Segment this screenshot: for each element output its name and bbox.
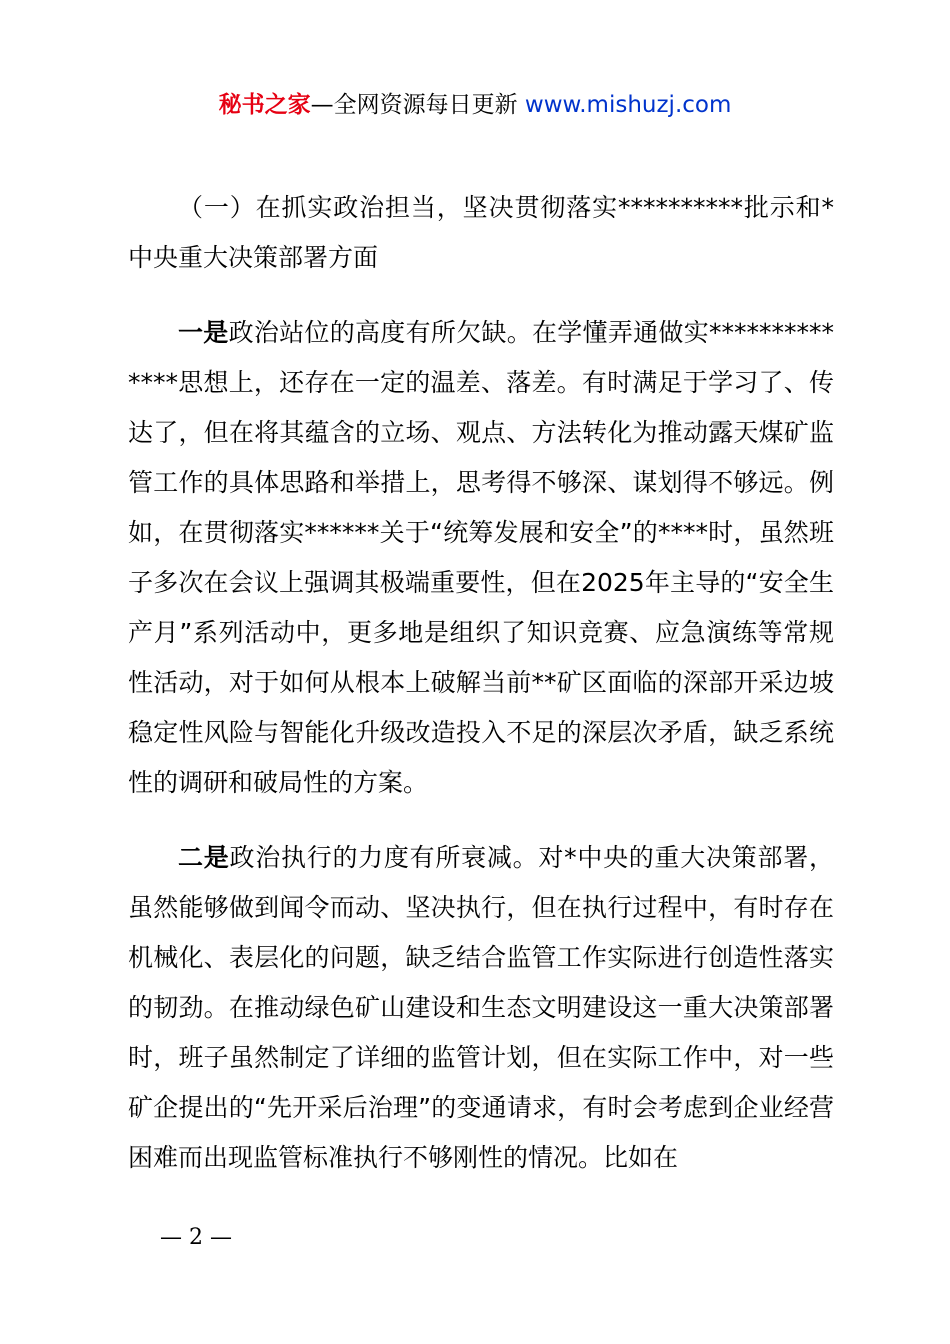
site-header xyxy=(0,88,950,122)
paragraph-1-text: 政治站位的高度有所欠缺。在学懂弄通做实**************思想上，还存在一定的温差、落差。有时满足于学习了、传达了，但在将其蕴含的立场、观点、方法转化为推动露天煤矿监管工作的具体思路和举措上，思考得不够深、谋划得不够远。例如，在贯彻落实******关于“统筹发展和安全”的****时，虽然班子多次在会议上强调其极端重要性，但在2025年主导的“安全生产月”系列活动中，更多地是组织了知识竞赛、应急演练等常规性活动，对于如何从根本上破解当前**矿区面临的深部开采边坡稳定性风险与智能化升级改造投入不足的深层次矛盾，缺乏系统性的调研和破局性的方案。 xyxy=(128,318,834,797)
site-url-link[interactable]: www.mishuzj.com xyxy=(524,92,732,118)
page-number: — 2 — xyxy=(160,1225,232,1250)
paragraph-1-lead: 一是 xyxy=(178,318,229,347)
paragraph-2 xyxy=(128,833,834,1183)
paragraph-1 xyxy=(128,308,834,808)
paragraph-2-text: 政治执行的力度有所衰减。对*中央的重大决策部署，虽然能够做到闻令而动、坚决执行，但在执行过程中，有时存在机械化、表层化的问题，缺乏结合监管工作实际进行创造性落实的韧劲。在推动绿色矿山建设和生态文明建设这一重大决策部署时，班子虽然制定了详细的监管计划，但在实际工作中，对一些矿企提出的“先开采后治理”的变通请求，有时会考虑到企业经营困难而出现监管标准执行不够刚性的情况。比如在 xyxy=(128,843,834,1172)
brand-name: 秘书之家 xyxy=(218,92,311,118)
document-body xyxy=(128,183,834,1208)
section-heading: （一）在抓实政治担当，坚决贯彻落实**********批示和*中央重大决策部署方面 xyxy=(128,193,834,272)
header-tagline: —全网资源每日更新 xyxy=(310,92,525,118)
paragraph-2-lead: 二是 xyxy=(178,843,230,872)
